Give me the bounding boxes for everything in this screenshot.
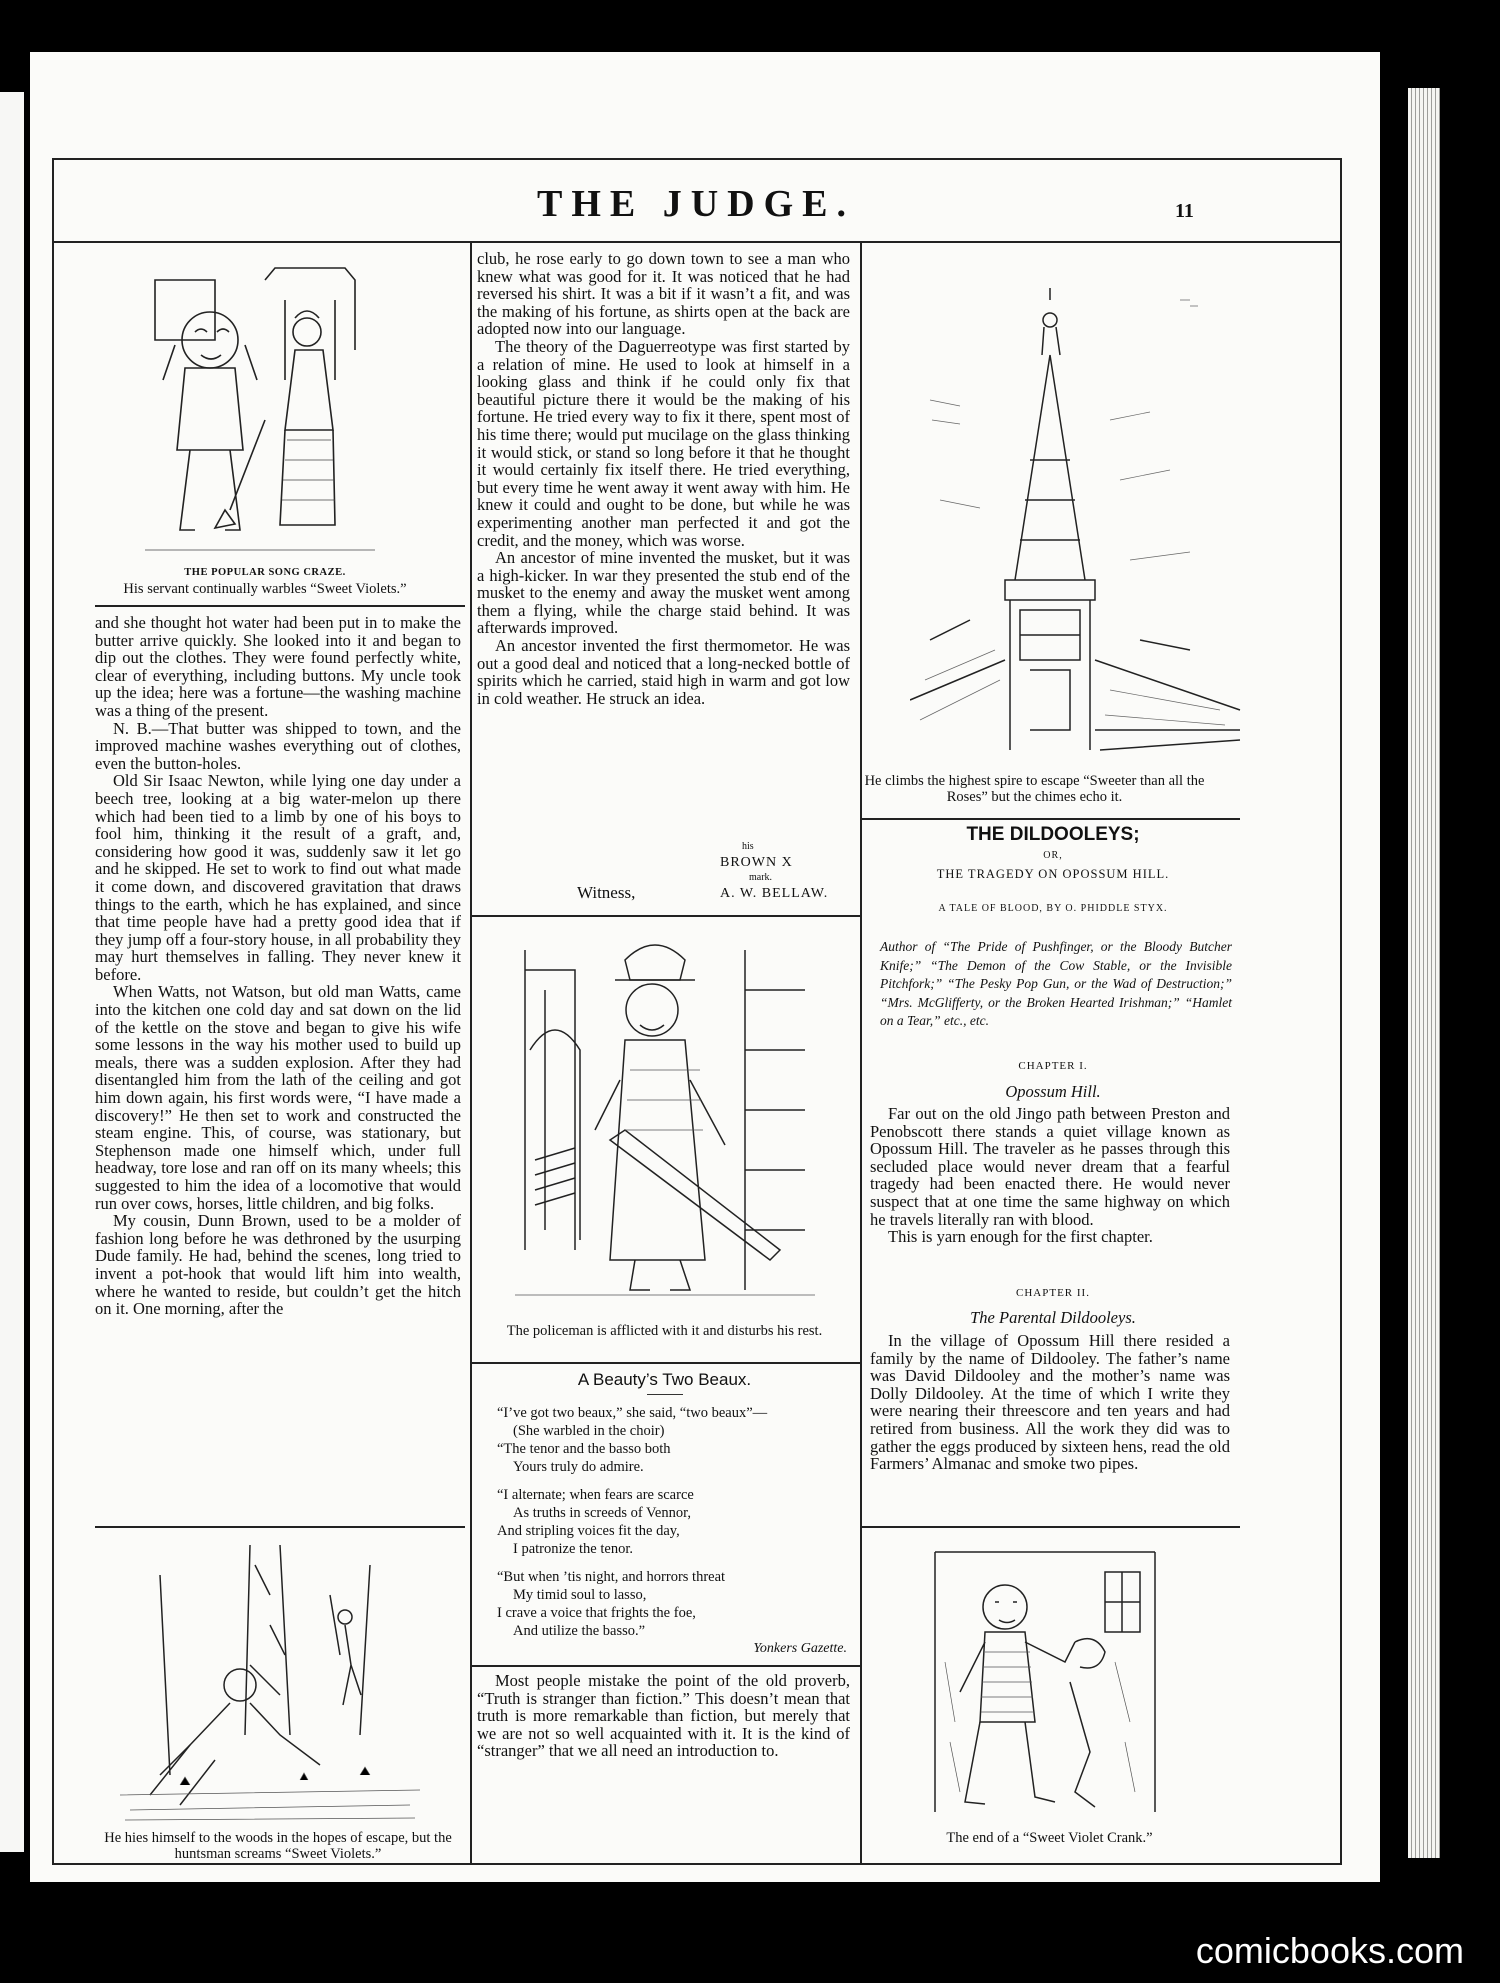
chapter-2-text [870, 1332, 1230, 1473]
paragraph: An ancestor invented the first thermometor. He was out a good deal and noticed that a long-necked bottle of spirits which he carried, staid high in warm and got low in cold weather. He struck an idea. [477, 636, 850, 708]
church-spire-illustration [910, 260, 1250, 760]
caption-title: THE POPULAR SONG CRAZE. [184, 567, 346, 578]
chapter-1-label: CHAPTER I. [1018, 1060, 1088, 1072]
illustration-caption: The end of a “Sweet Violet Crank.” [946, 1830, 1153, 1846]
poem-line: As truths in screeds of Vennor, [513, 1505, 691, 1521]
story-byline: A TALE OF BLOOD, BY O. PHIDDLE STYX. [938, 903, 1168, 914]
witness-name: A. W. BELLAW. [720, 886, 829, 901]
paragraph: N. B.—That butter was shipped to town, and the improved machine washes everything out of clothes, even the button-holes. [95, 718, 461, 773]
paragraph: club, he rose early to go down town to see a man who knew what was good for it. It was noticed that he had reversed his shirt. It was a bit if it wasn’t a fit, and was the making of his fortune, as shirts open at the back are adopted now into our language. [477, 249, 850, 339]
poem-source: Yonkers Gazette. [753, 1641, 847, 1656]
sweet-violet-crank-illustration [925, 1542, 1170, 1817]
section-rule [472, 915, 860, 917]
popular-song-craze-illustration [135, 260, 385, 560]
page-number: 11 [1175, 200, 1194, 222]
column-2-text [477, 250, 850, 707]
poem-line: I crave a voice that frights the foe, [497, 1605, 696, 1621]
poem-line: My timid soul to lasso, [513, 1587, 647, 1603]
illustration-caption [95, 565, 435, 597]
signature-mark: mark. [749, 872, 773, 883]
story-subtitle: THE TRAGEDY ON OPOSSUM HILL. [936, 867, 1170, 881]
poem-line: I patronize the tenor. [513, 1541, 633, 1557]
header-rule [52, 241, 1340, 243]
poem-line: “But when ’tis night, and horrors threat [497, 1569, 726, 1585]
chapter-2-title: The Parental Dildooleys. [970, 1308, 1136, 1327]
caption-text: His servant continually warbles “Sweet Violets.” [123, 581, 407, 597]
paragraph: My cousin, Dunn Brown, used to be a molder of fashion long before he was dethroned by the usurping Dude family. He had, behind the scenes, long tried to invent a pot-hook that would lift him into wealth, where he wanted to reside, but couldn’t get the hitch on it. One morning, after the [95, 1211, 461, 1319]
chapter-1-text [870, 1105, 1230, 1246]
paragraph: Old Sir Isaac Newton, while lying one day under a beech tree, looking at a big water-melon up there which had been tied to a limb by one of his boys to fool him, thinking it the result of a graft, and, considering how good it was, suddenly saw it let go and he skipped. He set to work to find out what made it come down, and discovered gravitation that draws things to the earth, which he has explained, and since that time people have had a pretty good idea that if they jump off a four-story house, in all probability they may hurt themselves in falling. They never knew it before. [95, 771, 461, 984]
story-or: OR, [1043, 850, 1063, 861]
poem-line: (She warbled in the choir) [513, 1423, 665, 1439]
poem-line: “The tenor and the basso both [497, 1441, 671, 1457]
story-title: THE DILDOOLEYS; [966, 824, 1140, 845]
masthead-title: THE JUDGE. [536, 183, 856, 225]
paragraph: In the village of Opossum Hill there resided a family by the name of Dildooley. The father’s name was David Dildooley and the mother’s name was Dolly Dildooley. At the time of which I write they were nearing their threescore and ten years and had retired from business. All the work they did was to gather the eggs produced by sixteen hens, read the old Farmers’ Almanac and smoke two pipes. [870, 1331, 1230, 1474]
poem-line: Yours truly do admire. [513, 1459, 644, 1475]
policeman-illustration [515, 930, 815, 1300]
section-rule [472, 1665, 860, 1667]
illustration-caption: He hies himself to the woods in the hopes of escape, but the huntsman screams “Sweet Violets.” [104, 1830, 452, 1862]
poem-line: And utilize the basso.” [513, 1623, 646, 1639]
chapter-1-title: Opossum Hill. [1005, 1082, 1101, 1101]
witness-label: Witness, [577, 883, 636, 902]
paragraph: Far out on the old Jingo path between Preston and Penobscott there stands a quiet village known as Opossum Hill. The traveler as he passes through this secluded place would never dream that a fearful tragedy had been enacted there. He would never suspect that at one time the same highway on which he travels literally ran with blood. [870, 1104, 1230, 1229]
book-spine-edge [1408, 88, 1440, 1858]
column-2-closing [477, 1672, 850, 1760]
section-rule [862, 1526, 1240, 1528]
column-1-text [95, 614, 461, 1318]
poem-line: “I alternate; when fears are scarce [497, 1487, 694, 1503]
signature-name: BROWN X [720, 855, 793, 870]
watermark: comicbooks.com [1195, 1930, 1464, 1971]
title-flourish [647, 1394, 683, 1395]
column-rule-right [860, 243, 862, 1863]
section-rule [862, 818, 1240, 820]
paragraph: This is yarn enough for the first chapter. [888, 1227, 1153, 1247]
author-note: Author of “The Pride of Pushfinger, or the Bloody Butcher Knife;” “The Demon of the Cow Stable, or the Invisible Pitchfork;” “The Pesky Pop Gun, or the Wad of Destruction;” “Mrs. McGlifferty, or the Broken Hearted Irishman;” “Hamlet on a Tear,” etc., etc. [880, 939, 1232, 1028]
paragraph: The theory of the Daguerreotype was first started by a relation of mine. He used to look at himself in a looking glass and think if he could only fix that beautiful picture there it would be the making of his fortune. He tried every way to fix it there, spent most of his time there; would put mucilage on the glass thinking it would stick, or stand so long before it that he thought it would certainly fix itself there. He tried everything, but every time he went away it went away with him. He knew it could and ought to be done, but while he was experimenting another man perfected it and got the credit, and the money, which was worse. [477, 336, 850, 550]
paragraph: and she thought hot water had been put in to make the butter arrive quickly. She looked into it and began to dip out the clothes. They were found perfectly white, clear of everything, including buttons. My uncle took up the idea; here was a fortune—the washing machine was a thing of the present. [95, 613, 461, 720]
poem [497, 1404, 847, 1658]
section-rule [95, 1526, 465, 1528]
chapter-2-label: CHAPTER II. [1016, 1287, 1090, 1299]
illustration-caption: He climbs the highest spire to escape “Sweeter than all the Roses” but the chimes echo it. [864, 773, 1205, 805]
facing-page-edge [0, 92, 24, 1852]
poem-title: A Beauty’s Two Beaux. [577, 1370, 752, 1389]
section-rule [95, 605, 465, 607]
woods-huntsman-illustration [120, 1535, 420, 1825]
paragraph: When Watts, not Watson, but old man Watts, came into the kitchen one cold day and sat down on the lid of the kettle on the stove and began to give his wife some lessons in the way his mother used to build up meals, there was a sudden explosion. After they had disentangled him from the lath of the ceiling and got him down again, his first words were, “I have made a discovery!” He then set to work and constructed the steam engine. This, of course, was stationary, but Stephenson made one himself which, under full headway, tore lose and ran off on its many wheels; this suggested to him the idea of a locomotive that would run over cows, horses, little children, and big folks. [95, 982, 461, 1213]
paragraph: Most people mistake the point of the old proverb, “Truth is stranger than fiction.” This doesn’t mean that truth is more remarkable than fiction, but merely that we are not so well acquainted with it. It is the kind of “stranger” that we all need an introduction to. [477, 1671, 850, 1761]
column-rule-left [470, 243, 472, 1863]
poem-line: And stripling voices fit the day, [497, 1523, 680, 1539]
signature-his: his [742, 841, 754, 852]
poem-line: “I’ve got two beaux,” she said, “two beaux”— [497, 1405, 768, 1421]
paragraph: An ancestor of mine invented the musket, but it was a high-kicker. In war they presented the stub end of the musket to the enemy and away the musket went among them a flying, while the charge staid behind. It was afterwards improved. [477, 548, 850, 638]
illustration-caption: The policeman is afflicted with it and disturbs his rest. [506, 1323, 823, 1339]
section-rule [472, 1362, 860, 1364]
